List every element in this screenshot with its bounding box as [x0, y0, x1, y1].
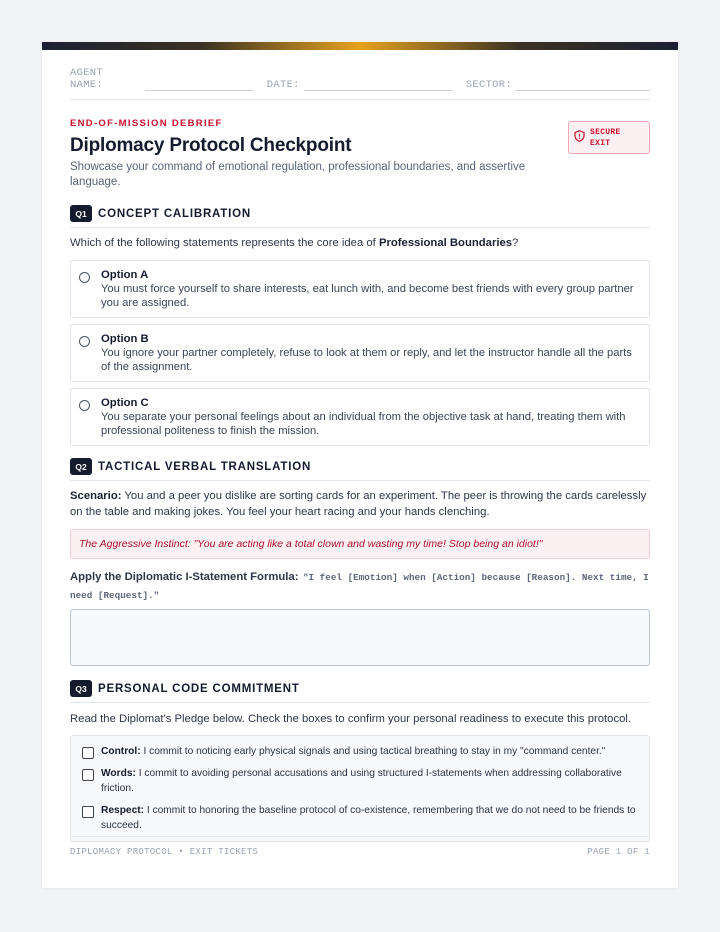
title-row	[70, 127, 650, 190]
pledge-respect-checkbox[interactable]	[82, 806, 94, 818]
q3-prompt: Read the Diplomat's Pledge below. Check the boxes to confirm your personal readiness to execute this protocol.	[70, 713, 632, 725]
option-c[interactable]	[70, 388, 650, 446]
q1-prompt-term: Professional Boundaries	[378, 237, 513, 249]
pledge-words[interactable]	[82, 766, 639, 796]
q1-prompt-end: ?	[512, 237, 519, 249]
i-statement-answer-field[interactable]	[70, 609, 650, 666]
q1-options	[70, 260, 650, 446]
q3-title: PERSONAL CODE COMMITMENT	[98, 682, 300, 695]
q1-prompt-text: Which of the following statements represents the core idea of	[70, 237, 379, 249]
scenario-text: You and a peer you dislike are sorting cards for an experiment. The peer is throwing the cards carelessly on the table and making jokes. You feel your heart racing and your hands clenching.	[70, 490, 647, 518]
agent-name-label: AGENT NAME:	[70, 67, 104, 91]
option-a-text: You must force yourself to share interests, eat lunch with, and become best friends with every group partner you are assigned.	[101, 283, 634, 309]
option-b-label: Option B	[101, 333, 149, 345]
page-number: PAGE 1 OF 1	[587, 847, 650, 857]
option-b[interactable]	[70, 324, 650, 382]
option-c-radio[interactable]	[79, 400, 90, 411]
pledge-respect-body: I commit to honoring the baseline protocol of co-existence, remembering that we do not need to be friends to succeed.	[101, 805, 636, 831]
pledge-respect[interactable]	[82, 803, 639, 833]
pledge-box	[70, 735, 650, 842]
option-a-radio[interactable]	[79, 272, 90, 283]
option-b-radio[interactable]	[79, 336, 90, 347]
formula-code: "I feel [Emotion] when [Action] because [Reason]. Next time, I need [Request]."	[70, 572, 649, 601]
debrief-kicker: END-OF-MISSION DEBRIEF	[70, 118, 223, 129]
date-line[interactable]	[304, 79, 452, 91]
q1-title: CONCEPT CALIBRATION	[98, 207, 251, 220]
date-field[interactable]	[267, 79, 452, 91]
option-b-text: You ignore your partner completely, refuse to look at them or reply, and let the instructor handle all the parts of the assignment.	[101, 347, 632, 373]
option-a[interactable]	[70, 260, 650, 318]
pledge-words-checkbox[interactable]	[82, 769, 94, 781]
formula-label: Apply the Diplomatic I-Statement Formula:	[70, 571, 299, 583]
date-label: DATE:	[266, 79, 300, 91]
q2-scenario	[70, 488, 650, 520]
page-footer	[70, 836, 650, 857]
scenario-label: Scenario:	[70, 490, 122, 502]
page-title: Diplomacy Protocol Checkpoint	[70, 135, 352, 156]
footer-left-text: DIPLOMACY PROTOCOL • EXIT TICKETS	[70, 847, 259, 857]
pledge-words-label: Words:	[101, 768, 136, 779]
secure-exit-badge	[568, 121, 650, 154]
option-c-label: Option C	[101, 397, 149, 409]
agent-name-field[interactable]	[70, 67, 253, 91]
q3-header	[70, 680, 650, 703]
option-a-label: Option A	[101, 269, 149, 281]
secure-exit-label: SECURE EXIT	[590, 127, 621, 148]
agent-name-line[interactable]	[145, 79, 253, 91]
header-accent-bar	[42, 42, 678, 50]
page-subtitle: Showcase your command of emotional regulation, professional boundaries, and assertive language.	[70, 161, 526, 188]
worksheet-page	[42, 42, 678, 888]
aggressive-instinct-callout: The Aggressive Instinct: "You are acting like a total clown and wasting my time! Stop being an idiot!"	[70, 529, 650, 559]
sector-label: SECTOR:	[465, 79, 512, 91]
formula-instruction	[70, 568, 650, 604]
pledge-respect-text	[101, 803, 639, 833]
q1-header	[70, 205, 650, 228]
shield-icon	[574, 129, 585, 147]
q2-header	[70, 458, 650, 481]
q2-title: TACTICAL VERBAL TRANSLATION	[98, 460, 312, 473]
pledge-words-text	[101, 766, 639, 796]
pledge-words-body: I commit to avoiding personal accusations and using structured I-statements when addressing collaborative friction.	[101, 768, 622, 794]
sector-line[interactable]	[516, 79, 650, 91]
pledge-control-checkbox[interactable]	[82, 747, 94, 759]
q1-badge: Q1	[70, 205, 92, 222]
pledge-control-text	[101, 744, 605, 759]
pledge-control-label: Control:	[101, 746, 141, 757]
pledge-control[interactable]	[82, 744, 639, 759]
pledge-control-body: I commit to noticing early physical signals and using tactical breathing to stay in my "command center."	[140, 746, 606, 757]
q2-badge: Q2	[70, 458, 92, 475]
pledge-respect-label: Respect:	[101, 805, 145, 816]
option-c-text: You separate your personal feelings about an individual from the objective task at hand, treating them with professional politeness to finish the mission.	[101, 411, 626, 437]
sector-field[interactable]	[466, 79, 650, 91]
q3-badge: Q3	[70, 680, 92, 697]
q1-prompt	[70, 235, 650, 251]
agent-info-row	[70, 50, 650, 100]
